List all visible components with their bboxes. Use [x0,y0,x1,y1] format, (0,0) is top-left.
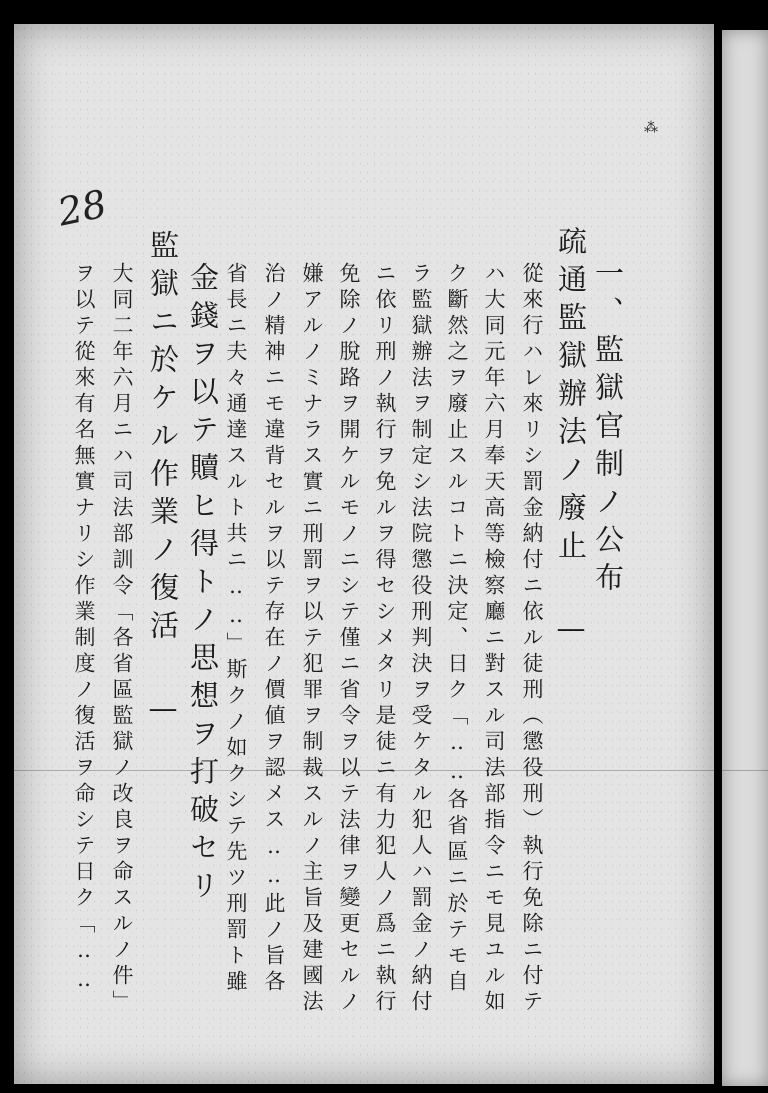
text-column: 省長ニ夫々通達スルト共ニ‥‥」斯クノ如クシテ先ツ刑罰ト雖 [224,262,248,996]
text-column: 金錢ヲ以テ贖ヒ得トノ思想ヲ打破セリ [186,262,220,908]
text-column: 治ノ精神ニモ違背セルヲ以テ存在ノ價値ヲ認メス‥‥此ノ旨各 [262,262,286,996]
text-column: 監獄ニ於ケル作業ノ復活 — [146,230,180,734]
text-column: 嫌アルノミナラス實ニ刑罰ヲ以テ犯罪ヲ制裁スルノ主旨及建國法 [300,262,324,1016]
ink-speck: ⁂ [644,120,658,136]
text-column: 一、監獄官制ノ公布 [591,258,625,600]
text-column: ヲ以テ從來有名無實ナリシ作業制度ノ復活ヲ命シテ日ク「‥‥ [72,262,96,996]
text-column: 免除ノ脫路ヲ開ケルモノニシテ僅ニ省令ヲ以テ法律ヲ變更セルノ [337,262,361,1016]
text-column: ク斷然之ヲ廢止スルコトニ決定、日ク「‥‥各省區ニ於テモ自 [445,262,469,996]
page-number: 28 [53,181,111,235]
text-column: 疏通監獄辦法ノ廢止 — [554,226,588,654]
text-column: 大同二年六月ニハ司法部訓令「各省區監獄ノ改良ヲ命スルノ件」 [110,262,134,1016]
text-column: ラ監獄辦法ヲ制定シ法院懲役刑判決ヲ受ケタル犯人ハ罰金ノ納付 [409,262,433,1016]
adjacent-page-edge [722,30,768,1086]
text-column: ハ大同元年六月奉天高等檢察廳ニ對スル司法部指令ニモ見ユル如 [482,262,506,1016]
text-column: 從來行ハレ來リシ罰金納付ニ依ル徒刑（懲役刑）執行免除ニ付テ [520,262,544,1016]
text-column: ニ依リ刑ノ執行ヲ免ルヲ得セシメタリ是徒ニ有力犯人ノ爲ニ執行 [373,262,397,1016]
